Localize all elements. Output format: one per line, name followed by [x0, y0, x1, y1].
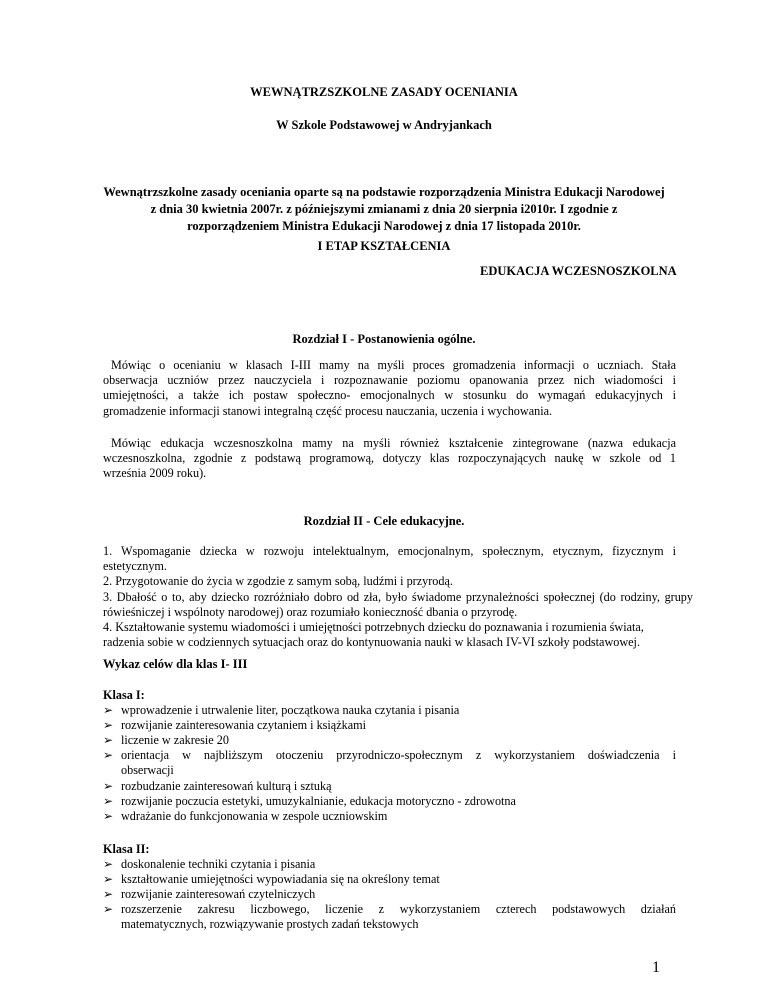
- chapter-1-heading: Rozdział I - Postanowienia ogólne.: [292, 332, 476, 346]
- list-item-text: wprowadzenie i utrwalenie liter, początkowa nauka czytania i pisania: [121, 703, 460, 717]
- list-item-text: matematycznych, rozwiązywanie prostych zadań tekstowych: [121, 917, 419, 932]
- text-line: radzenia sobie w codziennych sytuacjach oraz do kontynuowania nauki w klasach IV-VI szkoły podstawowej.: [103, 635, 640, 650]
- goals-list-heading: Wykaz celów dla klas I- III: [103, 657, 248, 671]
- list-item-text: rozwijanie zainteresowań czytelniczych: [121, 887, 316, 901]
- list-item-text: rozbudzanie zainteresowań kulturą i sztuką: [121, 779, 332, 793]
- legal-basis: [0, 184, 768, 235]
- class-2-heading: Klasa II:: [103, 842, 150, 856]
- chapter-2-goals: [103, 544, 693, 650]
- text-line: wczesnoszkolna, zgodnie z podstawą programową, dotyczy klas rozpoczynających naukę w szkole od 1: [103, 451, 676, 466]
- document-title: WEWNĄTRZSZKOLNE ZASADY OCENIANIA: [250, 85, 518, 99]
- list-item-text: wdrażanie do funkcjonowania w zespole uczniowskim: [121, 809, 388, 823]
- list-item-text: rozwijanie poczucia estetyki, umuzykalnianie, edukacja motoryczno - zdrowotna: [121, 794, 516, 808]
- legal-basis-line: z dnia 30 kwietnia 2007r. z późniejszymi zmianami z dnia 20 sierpnia i2010r. I zgodnie z: [150, 202, 618, 216]
- stage-heading: I ETAP KSZTAŁCENIA: [317, 239, 451, 253]
- text-line: gromadzenie informacji stanowi integralną część procesu nauczania, uczenia i wychowania.: [103, 403, 553, 418]
- arrow-bullet-icon: ➢: [103, 872, 114, 886]
- arrow-bullet-icon: ➢: [103, 748, 114, 762]
- text-line: rówieśniczej i wspólnoty narodowej) oraz rozumiało konieczność dbania o przyrodę.: [103, 604, 518, 619]
- text-line: Mówiąc o ocenianiu w klasach I-III mamy na myśli proces gromadzenia informacji o uczniach. Stała: [111, 358, 676, 372]
- text-line: 3. Dbałość o to, aby dziecko rozróżniało dobro od zła, było świadome przynależności społecznej (do rodziny, grupy: [103, 589, 693, 604]
- arrow-bullet-icon: ➢: [103, 857, 114, 871]
- list-item-text: rozszerzenie zakresu liczbowego, liczenie z wykorzystaniem czterech podstawowych działań: [121, 902, 676, 916]
- text-line: obserwacja uczniów przez nauczyciela i rozpoznawanie poziomu opanowania przez nich wiadomości i: [103, 373, 676, 388]
- arrow-bullet-icon: ➢: [103, 887, 114, 901]
- chapter-1-paragraph-2: [103, 436, 676, 482]
- text-line: 2. Przygotowanie do życia w zgodzie z samym sobą, ludźmi i przyrodą.: [103, 574, 453, 589]
- list-item-text: liczenie w zakresie 20: [121, 733, 229, 747]
- arrow-bullet-icon: ➢: [103, 733, 114, 747]
- class-1-heading: Klasa I:: [103, 688, 145, 702]
- text-line: estetycznym.: [103, 559, 167, 574]
- list-item-text: orientacja w najbliższym otoczeniu przyrodniczo-społecznym z wykorzystaniem doświadczenia i: [121, 748, 676, 762]
- arrow-bullet-icon: ➢: [103, 902, 114, 916]
- arrow-bullet-icon: ➢: [103, 779, 114, 793]
- arrow-bullet-icon: ➢: [103, 794, 114, 808]
- list-item-text: rozwijanie zainteresowania czytaniem i książkami: [121, 718, 366, 732]
- list-item-text: obserwacji: [121, 763, 174, 778]
- legal-basis-line: Wewnątrzszkolne zasady oceniania oparte są na podstawie rozporządzenia Ministra Edukacji Narodowej: [103, 185, 665, 199]
- school-name: W Szkole Podstawowej w Andryjankach: [276, 118, 492, 132]
- chapter-1-paragraph-1: [103, 358, 676, 419]
- chapter-2-heading: Rozdział II - Cele edukacyjne.: [303, 514, 465, 528]
- page-number: 1: [652, 959, 660, 976]
- text-line: 1. Wspomaganie dziecka w rozwoju intelektualnym, emocjonalnym, społecznym, etycznym, fizycznym i: [103, 544, 676, 558]
- legal-basis-line: rozporządzeniem Ministra Edukacji Narodowej z dnia 17 listopada 2010r.: [187, 219, 581, 233]
- text-line: umiejętności, a także ich postaw społeczno- emocjonalnych w stosunku do wymagań edukacyjnych i: [103, 388, 676, 403]
- arrow-bullet-icon: ➢: [103, 809, 114, 823]
- arrow-bullet-icon: ➢: [103, 703, 114, 717]
- text-line: września 2009 roku).: [103, 466, 207, 481]
- stage-subject: EDUKACJA WCZESNOSZKOLNA: [480, 264, 677, 278]
- text-line: Mówiąc edukacja wczesnoszkolna mamy na myśli również kształcenie zintegrowane (nazwa edukacja: [111, 436, 676, 450]
- list-item-text: doskonalenie techniki czytania i pisania: [121, 857, 316, 871]
- text-line: 4. Kształtowanie systemu wiadomości i umiejętności potrzebnych dziecku do poznawania i rozumienia świata,: [103, 620, 644, 635]
- list-item-text: kształtowanie umiejętności wypowiadania się na określony temat: [121, 872, 440, 886]
- arrow-bullet-icon: ➢: [103, 718, 114, 732]
